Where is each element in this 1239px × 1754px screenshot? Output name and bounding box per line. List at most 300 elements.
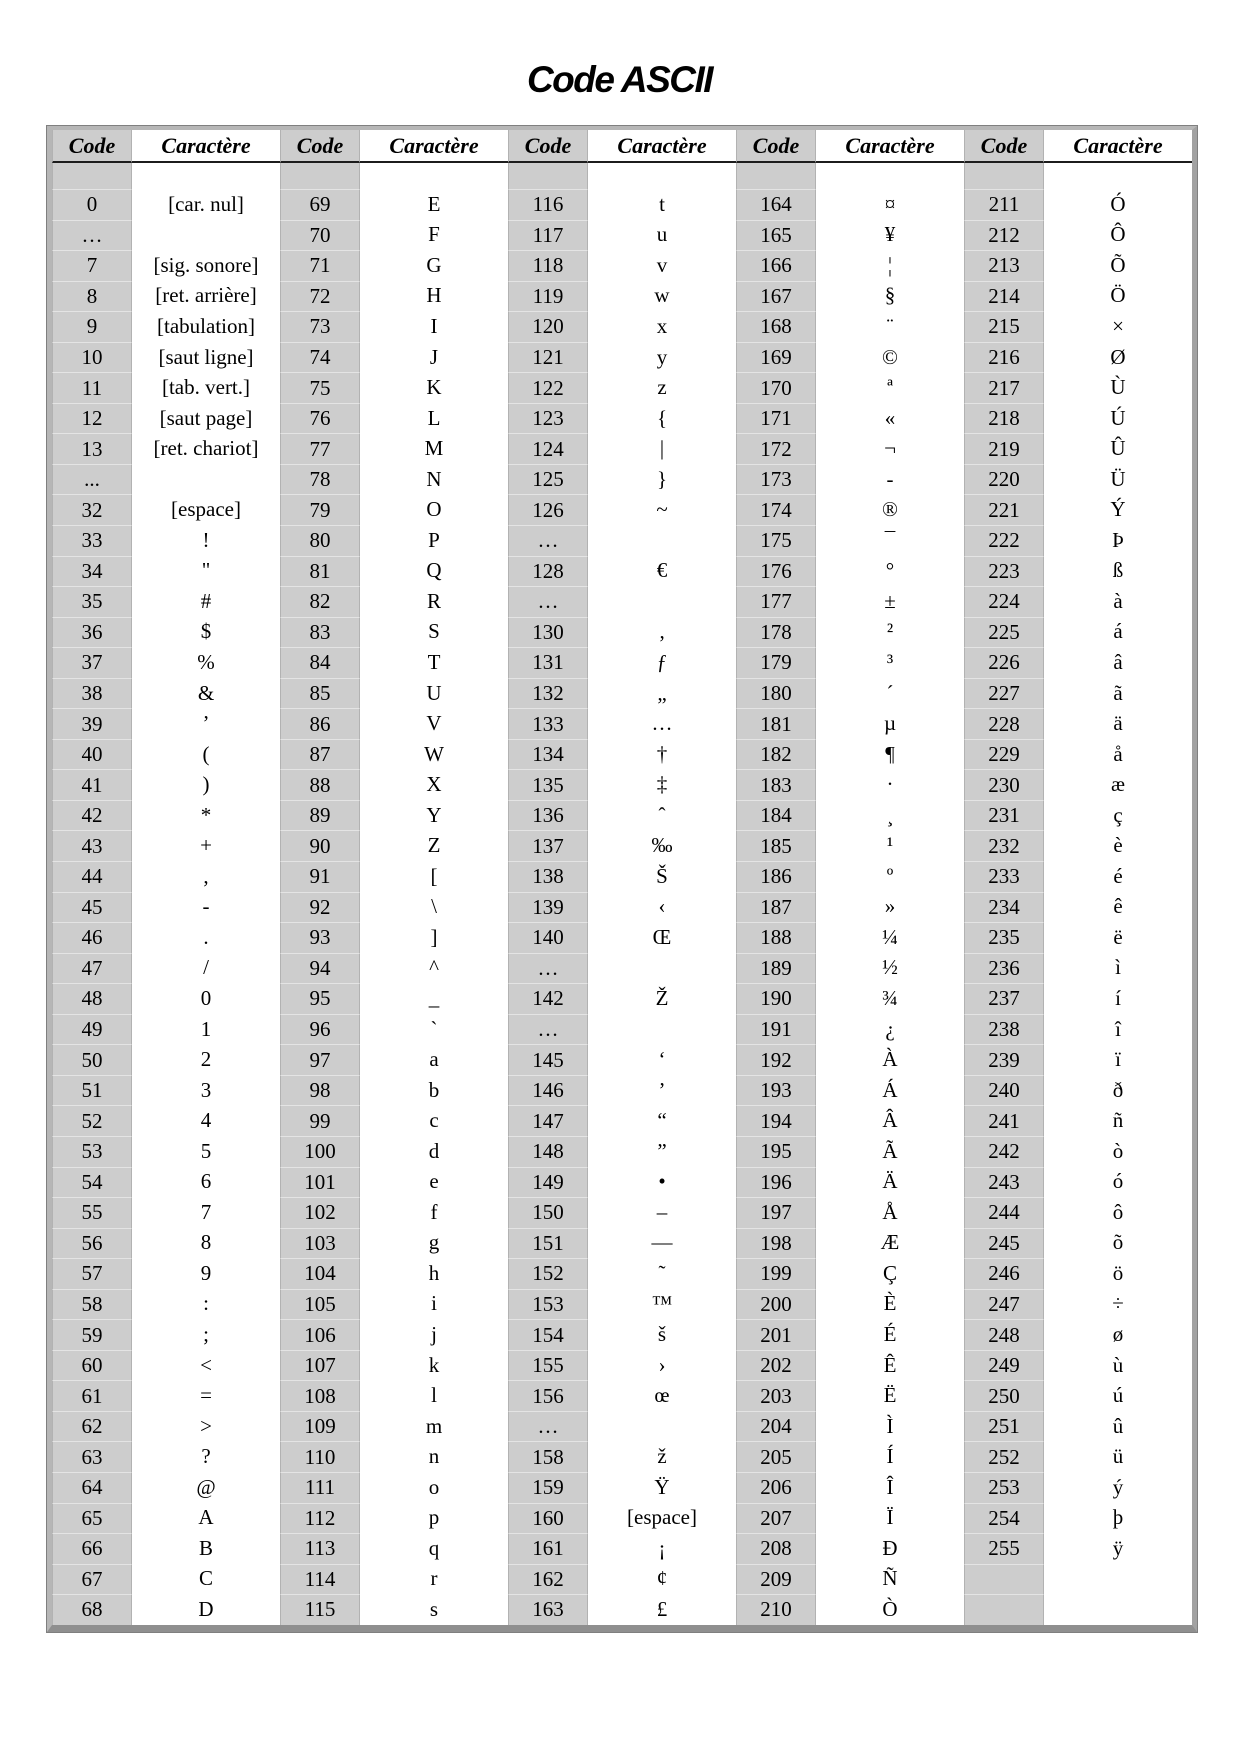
table-row [52,586,1192,617]
code-cell: 230 [964,769,1044,800]
char-cell: Õ [1044,250,1192,281]
char-cell: a [360,1044,508,1075]
code-cell: 201 [736,1319,816,1350]
table-row [52,1350,1192,1381]
code-cell: 191 [736,1014,816,1045]
char-cell: . [132,922,280,953]
char-cell: 4 [132,1105,280,1136]
code-cell: 104 [280,1258,360,1289]
char-cell: o [360,1472,508,1503]
code-cell: 253 [964,1472,1044,1503]
code-cell: 210 [736,1594,816,1625]
code-cell: 180 [736,678,816,709]
char-cell: z [588,372,736,403]
table-row [52,433,1192,464]
code-cell: 105 [280,1289,360,1320]
char-cell: ” [588,1136,736,1167]
code-cell: 246 [964,1258,1044,1289]
table-row [52,1441,1192,1472]
code-cell: 183 [736,769,816,800]
char-cell: À [816,1044,964,1075]
table-row [52,892,1192,923]
code-cell: 97 [280,1044,360,1075]
code-cell: 56 [52,1228,132,1259]
code-cell: 240 [964,1075,1044,1106]
char-cell: [tab. vert.] [132,372,280,403]
code-cell: 69 [280,189,360,220]
code-cell: 219 [964,433,1044,464]
char-cell: Ä [816,1167,964,1198]
code-cell: 10 [52,342,132,373]
char-cell: k [360,1350,508,1381]
char-cell: / [132,953,280,984]
char-cell: D [132,1594,280,1625]
table-row [52,708,1192,739]
code-cell: 248 [964,1319,1044,1350]
code-cell: 164 [736,189,816,220]
char-cell: I [360,311,508,342]
table-row [52,1411,1192,1442]
char-cell [1044,163,1192,189]
code-cell: 0 [52,189,132,220]
code-cell: 182 [736,739,816,770]
code-cell: 131 [508,647,588,678]
code-cell: 203 [736,1380,816,1411]
char-cell: ¦ [816,250,964,281]
char-cell: w [588,281,736,312]
code-cell: 75 [280,372,360,403]
table-row [52,922,1192,953]
char-cell: â [1044,647,1192,678]
code-cell: 121 [508,342,588,373]
char-cell: Ù [1044,372,1192,403]
table-row [52,311,1192,342]
header-char: Caractère [816,130,964,163]
code-cell: 242 [964,1136,1044,1167]
table-row [52,1594,1192,1625]
code-cell: 233 [964,861,1044,892]
char-cell [588,525,736,556]
code-cell: 112 [280,1503,360,1534]
table-row [52,1503,1192,1534]
code-cell: 176 [736,556,816,587]
table-row [52,769,1192,800]
code-cell: 34 [52,556,132,587]
code-cell: 179 [736,647,816,678]
code-cell: 49 [52,1014,132,1045]
char-cell: š [588,1319,736,1350]
char-cell: « [816,403,964,434]
char-cell: ø [1044,1319,1192,1350]
code-cell: 55 [52,1197,132,1228]
code-cell: 123 [508,403,588,434]
code-cell: 109 [280,1411,360,1442]
code-cell: 199 [736,1258,816,1289]
code-cell: 37 [52,647,132,678]
char-cell: º [816,861,964,892]
char-cell: ; [132,1319,280,1350]
code-cell: 118 [508,250,588,281]
char-cell: ¯ [816,525,964,556]
char-cell: S [360,617,508,648]
code-cell: 114 [280,1564,360,1595]
table-row [52,1289,1192,1320]
char-cell: ± [816,586,964,617]
char-cell: ý [1044,1472,1192,1503]
code-cell: 158 [508,1441,588,1472]
char-cell [132,163,280,189]
header-char: Caractère [588,130,736,163]
char-cell: Œ [588,922,736,953]
code-cell: 50 [52,1044,132,1075]
table-row [52,953,1192,984]
char-cell: Y [360,800,508,831]
table-row [52,494,1192,525]
char-cell: ` [360,1014,508,1045]
code-cell: 150 [508,1197,588,1228]
char-cell: þ [1044,1503,1192,1534]
code-cell: 192 [736,1044,816,1075]
code-cell: 44 [52,861,132,892]
char-cell: Ç [816,1258,964,1289]
code-cell: 205 [736,1441,816,1472]
code-cell: … [508,1014,588,1045]
char-cell: * [132,800,280,831]
char-cell: @ [132,1472,280,1503]
code-cell: 64 [52,1472,132,1503]
code-cell: 57 [52,1258,132,1289]
table-row [52,372,1192,403]
char-cell: n [360,1441,508,1472]
code-cell: 124 [508,433,588,464]
code-cell [964,163,1044,189]
char-cell: , [132,861,280,892]
header-code: Code [964,130,1044,163]
code-cell: 76 [280,403,360,434]
char-cell: [saut page] [132,403,280,434]
code-cell: 130 [508,617,588,648]
code-cell: 62 [52,1411,132,1442]
code-cell: 83 [280,617,360,648]
char-cell: $ [132,617,280,648]
code-cell: 54 [52,1167,132,1198]
char-cell: ~ [588,494,736,525]
code-cell: 11 [52,372,132,403]
code-cell: 63 [52,1441,132,1472]
code-cell: 128 [508,556,588,587]
char-cell: “ [588,1105,736,1136]
char-cell: - [816,464,964,495]
char-cell: ñ [1044,1105,1192,1136]
code-cell: 238 [964,1014,1044,1045]
table-row [52,1167,1192,1198]
code-cell: 146 [508,1075,588,1106]
char-cell: ª [816,372,964,403]
table-row [52,617,1192,648]
char-cell: r [360,1564,508,1595]
char-cell: ü [1044,1441,1192,1472]
code-cell: 74 [280,342,360,373]
char-cell: F [360,220,508,251]
char-cell: # [132,586,280,617]
char-cell: ™ [588,1289,736,1320]
code-cell: 135 [508,769,588,800]
code-cell: 9 [52,311,132,342]
char-cell: J [360,342,508,373]
code-cell: 33 [52,525,132,556]
code-cell: 73 [280,311,360,342]
code-cell: 156 [508,1380,588,1411]
char-cell: > [132,1411,280,1442]
char-cell: g [360,1228,508,1259]
code-cell: 106 [280,1319,360,1350]
code-cell: 86 [280,708,360,739]
code-cell: 211 [964,189,1044,220]
char-cell: ˜ [588,1258,736,1289]
code-cell: 160 [508,1503,588,1534]
code-cell: 226 [964,647,1044,678]
char-cell: û [1044,1411,1192,1442]
table-row [52,1564,1192,1595]
char-cell: Æ [816,1228,964,1259]
code-cell: … [52,220,132,251]
code-cell: 169 [736,342,816,373]
char-cell: È [816,1289,964,1320]
code-cell: 175 [736,525,816,556]
char-cell: î [1044,1014,1192,1045]
code-cell: 227 [964,678,1044,709]
code-cell: 107 [280,1350,360,1381]
code-cell: 221 [964,494,1044,525]
char-cell: l [360,1380,508,1411]
table-row [52,739,1192,770]
code-cell: 45 [52,892,132,923]
char-cell: ] [360,922,508,953]
code-cell: 173 [736,464,816,495]
code-cell: 87 [280,739,360,770]
char-cell: : [132,1289,280,1320]
char-cell: ¹ [816,830,964,861]
char-cell: ÿ [1044,1533,1192,1564]
code-cell: 195 [736,1136,816,1167]
ascii-table-frame [47,126,1197,1632]
code-cell: ... [52,464,132,495]
code-cell: 224 [964,586,1044,617]
code-cell: 163 [508,1594,588,1625]
char-cell: j [360,1319,508,1350]
char-cell: ‡ [588,769,736,800]
char-cell: s [360,1594,508,1625]
code-cell: 72 [280,281,360,312]
code-cell: 222 [964,525,1044,556]
char-cell: ¬ [816,433,964,464]
code-cell: 187 [736,892,816,923]
char-cell: „ [588,678,736,709]
char-cell: Ø [1044,342,1192,373]
code-cell: 198 [736,1228,816,1259]
table-row [52,1105,1192,1136]
code-cell: 96 [280,1014,360,1045]
char-cell: Q [360,556,508,587]
char-cell: ¨ [816,311,964,342]
code-cell: 207 [736,1503,816,1534]
code-cell: 204 [736,1411,816,1442]
char-cell: e [360,1167,508,1198]
code-cell: 42 [52,800,132,831]
code-cell: 7 [52,250,132,281]
code-cell [964,1564,1044,1595]
char-cell: ¼ [816,922,964,953]
code-cell [736,163,816,189]
char-cell: ¸ [816,800,964,831]
char-cell: æ [1044,769,1192,800]
char-cell: ³ [816,647,964,678]
code-cell: 52 [52,1105,132,1136]
code-cell: 79 [280,494,360,525]
char-cell: ‚ [588,617,736,648]
char-cell: < [132,1350,280,1381]
char-cell: … [588,708,736,739]
char-cell: [sig. sonore] [132,250,280,281]
char-cell: • [588,1167,736,1198]
char-cell: 6 [132,1167,280,1198]
char-cell: 8 [132,1228,280,1259]
char-cell [1044,1594,1192,1625]
char-cell: [espace] [132,494,280,525]
code-cell: 48 [52,983,132,1014]
code-cell: 223 [964,556,1044,587]
code-cell: 47 [52,953,132,984]
code-cell: 32 [52,494,132,525]
char-cell: i [360,1289,508,1320]
code-cell: … [508,525,588,556]
char-cell: Í [816,1441,964,1472]
char-cell: E [360,189,508,220]
code-cell: 93 [280,922,360,953]
char-cell: - [132,892,280,923]
char-cell: Ü [1044,464,1192,495]
code-cell: 231 [964,800,1044,831]
code-cell: 58 [52,1289,132,1320]
char-cell: 5 [132,1136,280,1167]
char-cell [588,163,736,189]
char-cell: ç [1044,800,1192,831]
page-title: Code ASCII [526,58,713,100]
char-cell: 0 [132,983,280,1014]
char-cell: ‘ [588,1044,736,1075]
char-cell: 7 [132,1197,280,1228]
char-cell: Ö [1044,281,1192,312]
table-row [52,464,1192,495]
code-cell: 212 [964,220,1044,251]
char-cell: q [360,1533,508,1564]
code-cell: 165 [736,220,816,251]
char-cell: Â [816,1105,964,1136]
char-cell: ã [1044,678,1192,709]
char-cell: X [360,769,508,800]
char-cell: Š [588,861,736,892]
table-row [52,1014,1192,1045]
char-cell: Ÿ [588,1472,736,1503]
char-cell: R [360,586,508,617]
code-cell: 98 [280,1075,360,1106]
table-row [52,556,1192,587]
char-cell: œ [588,1380,736,1411]
code-cell: 186 [736,861,816,892]
table-row [52,861,1192,892]
table-row [52,1533,1192,1564]
char-cell: ï [1044,1044,1192,1075]
char-cell: V [360,708,508,739]
char-cell: Ê [816,1350,964,1381]
code-cell: 126 [508,494,588,525]
char-cell: µ [816,708,964,739]
char-cell [588,1411,736,1442]
char-cell: p [360,1503,508,1534]
char-cell: ° [816,556,964,587]
header-char: Caractère [1044,130,1192,163]
char-cell: ’ [588,1075,736,1106]
char-cell: d [360,1136,508,1167]
header-row [52,130,1192,163]
char-cell: ‰ [588,830,736,861]
char-cell: © [816,342,964,373]
code-cell: 78 [280,464,360,495]
char-cell: ? [132,1441,280,1472]
char-cell: ² [816,617,964,648]
char-cell: [saut ligne] [132,342,280,373]
code-cell: 252 [964,1441,1044,1472]
code-cell: 167 [736,281,816,312]
table-row [52,1136,1192,1167]
char-cell: ¿ [816,1014,964,1045]
char-cell: † [588,739,736,770]
code-cell: 113 [280,1533,360,1564]
char-cell: ê [1044,892,1192,923]
code-cell: 190 [736,983,816,1014]
code-cell: 232 [964,830,1044,861]
char-cell: é [1044,861,1192,892]
code-cell: 70 [280,220,360,251]
code-cell: 91 [280,861,360,892]
code-cell: 103 [280,1228,360,1259]
spacer-row [52,163,1192,189]
char-cell: ž [588,1441,736,1472]
table-row [52,403,1192,434]
code-cell: … [508,586,588,617]
char-cell [1044,1564,1192,1595]
char-cell: ¶ [816,739,964,770]
code-cell: 196 [736,1167,816,1198]
code-cell: 90 [280,830,360,861]
code-cell: 152 [508,1258,588,1289]
char-cell: Z [360,830,508,861]
char-cell: ë [1044,922,1192,953]
char-cell: ì [1044,953,1192,984]
char-cell: + [132,830,280,861]
table-row [52,678,1192,709]
code-cell: 80 [280,525,360,556]
char-cell: ) [132,769,280,800]
char-cell: Ú [1044,403,1192,434]
table-row [52,800,1192,831]
code-cell: 41 [52,769,132,800]
char-cell: ® [816,494,964,525]
char-cell: ä [1044,708,1192,739]
code-cell: 177 [736,586,816,617]
char-cell [816,163,964,189]
char-cell: v [588,250,736,281]
